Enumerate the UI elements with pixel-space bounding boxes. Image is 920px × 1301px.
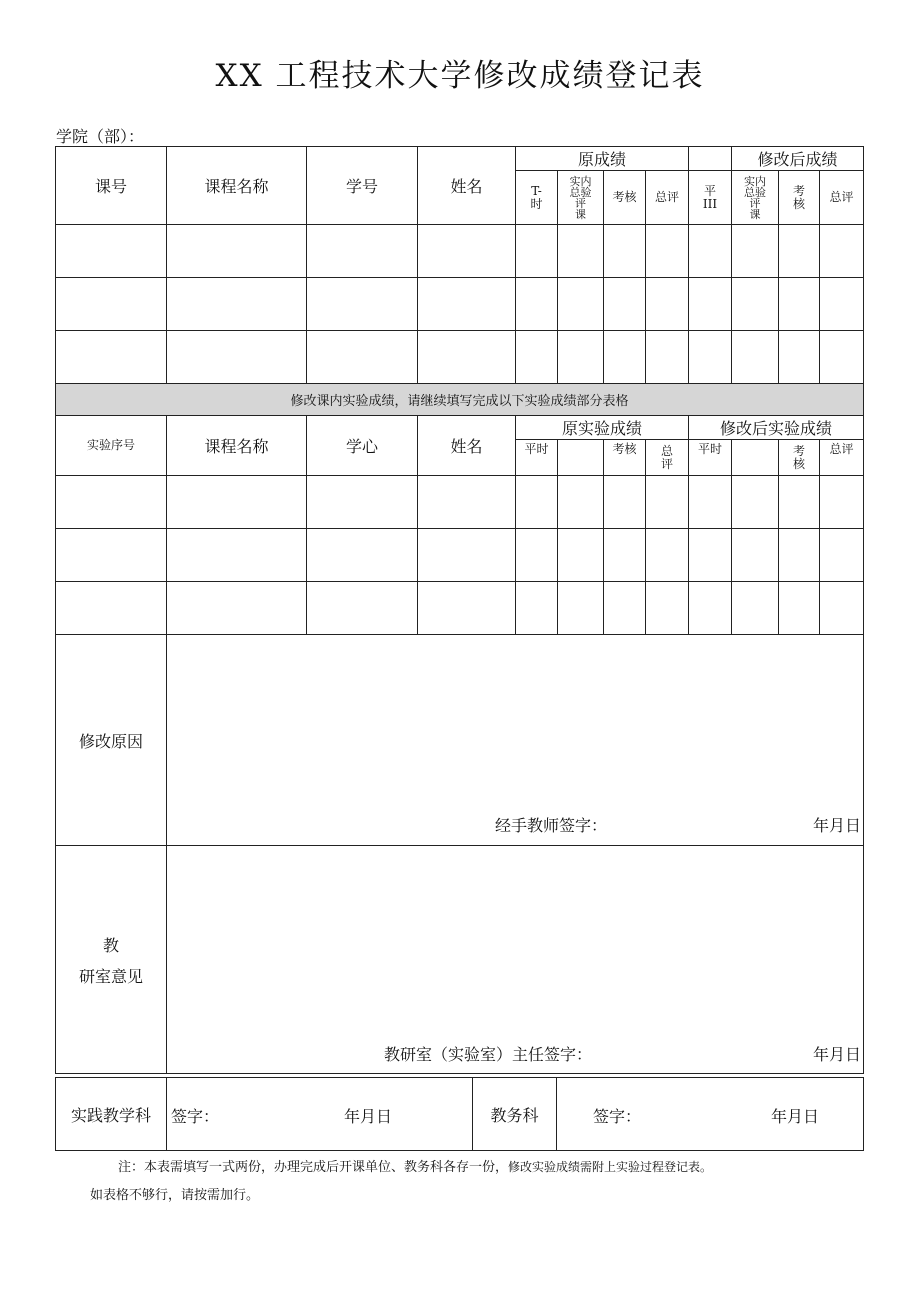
cell[interactable] [418,582,516,635]
cell[interactable] [558,331,604,384]
affairs-signature-field[interactable] [557,1078,864,1151]
cell[interactable] [820,278,864,331]
cell[interactable] [167,476,307,529]
cell[interactable] [689,331,732,384]
cell[interactable] [516,225,558,278]
cell[interactable] [56,331,167,384]
table-row [56,476,864,529]
lab-mod-usual: 平时 [689,440,732,476]
cell[interactable] [418,529,516,582]
teacher-signature-label: 经手教师签字： [495,816,608,835]
header-lab-student-no: 学心 [307,416,418,476]
cell[interactable] [604,225,646,278]
cell[interactable] [558,225,604,278]
cell[interactable] [167,582,307,635]
header-course-no: 课号 [56,147,167,225]
table-row [56,278,864,331]
header-modified-grade: 修改后成绩 [732,147,864,171]
header-lab-course-name: 课程名称 [167,416,307,476]
cell[interactable] [779,529,820,582]
lab-mod-exam: 考 核 [779,440,820,476]
office-opinion-label-line2: 研室意见 [78,966,143,986]
orig-sub-usual: T- 时 [516,171,558,225]
lab-orig-blank [558,440,604,476]
approval-table [55,1077,864,1151]
cell[interactable] [820,225,864,278]
cell[interactable] [820,582,864,635]
department-label: 学院（部）： [56,127,145,146]
lab-section-banner: 修改课内实验成绩，请继续填写完成以下实验成绩部分表格 [56,384,864,416]
cell[interactable] [516,476,558,529]
table-row [56,529,864,582]
mod-sub-exam: 考 核 [779,171,820,225]
cell[interactable] [820,331,864,384]
cell[interactable] [558,278,604,331]
cell[interactable] [689,529,732,582]
office-date-label: 年月日 [813,1045,862,1064]
reason-date-label: 年月日 [813,816,862,835]
cell[interactable] [307,225,418,278]
cell[interactable] [56,529,167,582]
cell[interactable] [732,225,779,278]
cell[interactable] [646,331,689,384]
practice-sign-label: 签字： [171,1107,220,1126]
cell[interactable] [307,278,418,331]
cell[interactable] [646,278,689,331]
practice-dept-label: 实践教学科 [56,1078,167,1151]
header-lab-no: 实验序号 [56,416,167,476]
orig-sub-lab: 实内 总验 评 课 [558,171,604,225]
reason-label: 修改原因 [56,635,167,846]
office-opinion-field[interactable] [167,846,864,1074]
cell[interactable] [732,529,779,582]
cell[interactable] [604,331,646,384]
cell[interactable] [689,582,732,635]
cell[interactable] [167,331,307,384]
cell[interactable] [516,331,558,384]
footnote-line2: 如表格不够行，请按需加行。 [90,1188,260,1203]
cell[interactable] [689,225,732,278]
cell[interactable] [646,529,689,582]
header-blank [689,147,732,171]
cell[interactable] [732,331,779,384]
lab-orig-usual: 平时 [516,440,558,476]
cell[interactable] [307,529,418,582]
header-original-lab-grade: 原实验成绩 [516,416,689,440]
cell[interactable] [732,278,779,331]
cell[interactable] [418,331,516,384]
table-row [56,331,864,384]
cell[interactable] [418,476,516,529]
mod-sub-total: 总评 [820,171,864,225]
table-row [56,225,864,278]
lab-orig-exam: 考核 [604,440,646,476]
cell[interactable] [516,529,558,582]
cell[interactable] [604,278,646,331]
lab-mod-blank [732,440,779,476]
cell[interactable] [56,278,167,331]
cell[interactable] [779,278,820,331]
cell[interactable] [779,331,820,384]
cell[interactable] [418,278,516,331]
office-opinion-label [56,846,167,1074]
cell[interactable] [516,582,558,635]
header-lab-name: 姓名 [418,416,516,476]
cell[interactable] [167,278,307,331]
cell[interactable] [689,278,732,331]
mod-sub-lab: 实内 总验 评 课 [732,171,779,225]
cell[interactable] [56,225,167,278]
orig-sub-total: 总评 [646,171,689,225]
header-name: 姓名 [418,147,516,225]
cell[interactable] [689,476,732,529]
cell[interactable] [779,225,820,278]
cell[interactable] [307,331,418,384]
cell[interactable] [558,476,604,529]
grade-table [55,146,864,1074]
affairs-sign-label: 签字： [593,1107,642,1126]
lab-orig-total: 总 评 [646,440,689,476]
cell[interactable] [779,476,820,529]
cell[interactable] [418,225,516,278]
director-signature-label: 教研室（实验室）主任签字： [384,1045,593,1064]
table-row [56,582,864,635]
cell[interactable] [779,582,820,635]
lab-mod-total: 总评 [820,440,864,476]
affairs-date-label: 年月日 [771,1107,820,1126]
cell[interactable] [646,225,689,278]
cell[interactable] [56,476,167,529]
reason-field[interactable] [167,635,864,846]
cell[interactable] [820,529,864,582]
cell[interactable] [516,278,558,331]
footnote-line1 [118,1156,712,1175]
practice-signature-field[interactable] [167,1078,473,1151]
cell[interactable] [307,582,418,635]
cell[interactable] [646,476,689,529]
page-title: XX 工程技术大学修改成绩登记表 [215,58,705,94]
header-modified-lab-grade: 修改后实验成绩 [689,416,864,440]
cell[interactable] [732,476,779,529]
cell[interactable] [820,476,864,529]
cell[interactable] [558,582,604,635]
office-opinion-label-line1: 教 [102,935,119,955]
header-student-no: 学号 [307,147,418,225]
header-course-name: 课程名称 [167,147,307,225]
cell[interactable] [167,225,307,278]
cell[interactable] [646,582,689,635]
cell[interactable] [167,529,307,582]
cell[interactable] [732,582,779,635]
header-original-grade: 原成绩 [516,147,689,171]
cell[interactable] [307,476,418,529]
cell[interactable] [604,582,646,635]
cell[interactable] [604,529,646,582]
footnote-part2: 修改实验成绩需附上实验过程登记表。 [508,1160,713,1174]
orig-sub-exam: 考核 [604,171,646,225]
practice-date-label: 年月日 [344,1107,393,1126]
mod-sub-usual: 平 III [689,171,732,225]
footnote-part1: 注：本表需填写一式两份，办理完成后开课单位、教务科各存一份， [118,1160,509,1175]
cell[interactable] [558,529,604,582]
academic-affairs-label: 教务科 [473,1078,557,1151]
cell[interactable] [604,476,646,529]
cell[interactable] [56,582,167,635]
